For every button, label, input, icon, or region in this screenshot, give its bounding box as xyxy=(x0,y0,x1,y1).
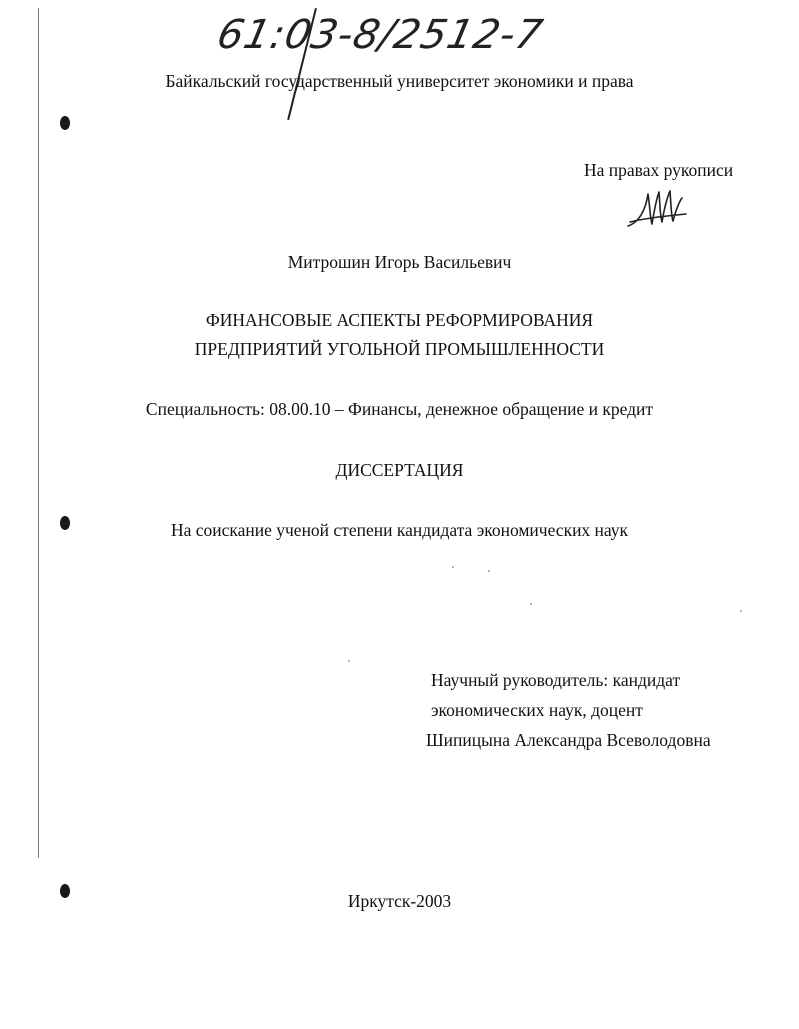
specialty: Специальность: 08.00.10 – Финансы, денежное обращение и кредит xyxy=(145,399,654,419)
university-name: Байкальский государственный университет экономики и права xyxy=(165,71,634,91)
supervisor-name: Шипицына Александра Всеволодовна xyxy=(426,730,711,750)
supervisor-line-1: Научный руководитель: кандидат xyxy=(431,670,681,690)
title-line-1: ФИНАНСОВЫЕ АСПЕКТЫ РЕФОРМИРОВАНИЯ xyxy=(205,310,594,330)
scan-edge-line xyxy=(38,8,39,858)
scan-speck xyxy=(488,570,490,572)
binding-hole-icon xyxy=(60,116,70,130)
document-type: ДИССЕРТАЦИЯ xyxy=(335,460,464,480)
scan-speck xyxy=(530,603,532,605)
degree-statement: На соискание ученой степени кандидата экономических наук xyxy=(170,520,629,540)
scan-speck xyxy=(740,610,742,612)
author-name: Митрошин Игорь Васильевич xyxy=(287,252,512,272)
city-year: Иркутск-2003 xyxy=(347,891,452,911)
scan-speck xyxy=(348,660,350,662)
author-signature-icon xyxy=(626,188,688,230)
title-line-2: ПРЕДПРИЯТИЙ УГОЛЬНОЙ ПРОМЫШЛЕННОСТИ xyxy=(194,339,605,359)
archive-number-stamp: 61:03-8/2512-7 xyxy=(213,12,548,58)
supervisor-line-2: экономических наук, доцент xyxy=(431,700,643,720)
manuscript-rights-label: На правах рукописи xyxy=(584,160,734,180)
scan-speck xyxy=(452,566,454,568)
